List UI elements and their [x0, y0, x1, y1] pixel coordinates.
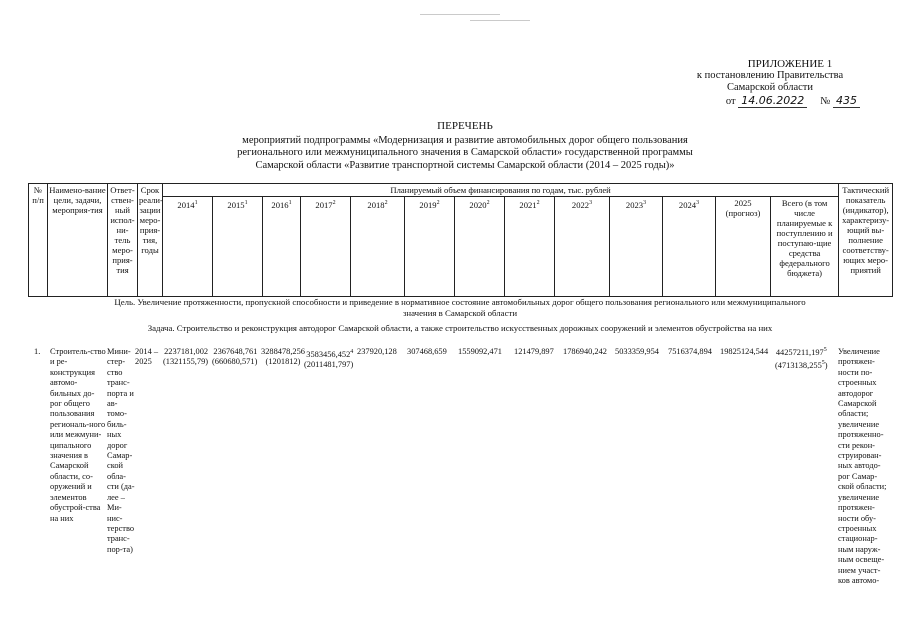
value-2017 — [304, 347, 353, 371]
header-funding: Планируемый объем финансирования по годам, тыс. рублей — [163, 184, 839, 197]
appendix-line: Самарской области — [727, 82, 813, 93]
value-2020: 1559092,471 — [458, 347, 502, 356]
year-label: 2022 — [571, 199, 590, 210]
value-federal: (1201812) — [265, 357, 301, 367]
year-label: 2017 — [315, 199, 333, 210]
value-main: 2237181,002 — [164, 347, 209, 356]
header-total: Всего (в том числе планируемые к поступлению и поступаю-щие средства федерального бюджета) — [771, 197, 839, 297]
value-2014 — [163, 347, 208, 368]
footnote-mark: 4 — [350, 349, 354, 355]
header-year-2023 — [610, 197, 663, 297]
row-number: 1. — [34, 347, 41, 356]
header-year-2015 — [213, 197, 263, 297]
value-2018: 237920,128 — [357, 347, 397, 356]
value-federal: (1321155,79) — [163, 357, 209, 367]
heading-title: ПЕРЕЧЕНЬ — [437, 120, 493, 132]
year-label: 2018 — [367, 199, 385, 210]
value-main: 2367648,761 — [213, 347, 258, 356]
value-main: 3288478,256 — [261, 347, 305, 356]
appendix-title: ПРИЛОЖЕНИЕ 1 — [747, 58, 833, 70]
header-resp: Ответ-ствен-ный испол-ни-тель меро-прия-тия — [108, 184, 138, 297]
year-label: 2020 — [469, 199, 487, 210]
header-year-2014 — [163, 197, 213, 297]
value-2019: 307468,659 — [407, 347, 447, 356]
year-label: 2019 — [419, 199, 437, 210]
year-label: 2021 — [519, 199, 537, 210]
task-text: Задача. Строительство и реконструкция автодорог Самарской области, а также строительство искусственных дорожных сооружений и элементов обустройства на них — [147, 323, 773, 333]
year-label: 2016 — [271, 199, 289, 210]
year-label: 2023 — [625, 199, 644, 210]
value-federal — [775, 358, 828, 371]
footnote-mark: 3 — [696, 200, 700, 206]
value-main — [304, 347, 353, 360]
handwritten-number: 435 — [833, 94, 860, 108]
value-2024: 7516374,894 — [668, 347, 712, 356]
header-year-2017 — [301, 197, 351, 297]
header-year-2020 — [455, 197, 505, 297]
value-2025: 19825124,544 — [720, 347, 769, 356]
row-name: Строитель-ство и ре-конструкция автомо-бильных до-рог общего пользования региональ-ного или межмуни-ципального значения в Самарской области, со-оружений и элементов обустрой-ства на них — [50, 347, 106, 523]
scan-artifact — [470, 20, 530, 21]
footnote-mark: 2 — [536, 200, 540, 206]
row-responsible: Мини-стер-ство транс-порта и ав-томо-биль-ных дорог Самар-ской обла-сти (да-лее – Ми-нис-терство транс-пор-та) — [107, 347, 135, 554]
appendix-signature — [660, 95, 860, 108]
header-term: Срок реали-зации меро-прия-тия, годы — [138, 184, 163, 297]
header-year-2022 — [555, 197, 610, 297]
value-federal: (660680,571) — [212, 357, 258, 367]
scan-artifact — [420, 14, 500, 15]
heading-line: регионального или межмуниципального значения в Самарской области» государственной программы — [237, 147, 693, 158]
header-num: № п/п — [29, 184, 48, 297]
year-label: 2024 — [678, 199, 697, 210]
header-year-2024 — [663, 197, 716, 297]
footnote-mark: 3 — [589, 200, 593, 206]
number-label: № — [820, 96, 831, 107]
value-text: 44257211,197 — [775, 347, 824, 357]
year-label: 2015 — [227, 199, 245, 210]
year-label: 2014 — [177, 199, 195, 210]
handwritten-date: 14.06.2022 — [738, 94, 807, 108]
from-label: от — [725, 96, 736, 107]
document-heading — [180, 120, 750, 172]
header-indicator: Тактический показатель (индикатор), характеризу-ющий вы-полнение соответству-ющих меро-приятий — [839, 184, 893, 297]
heading-line: мероприятий подпрограммы «Модернизация и развитие автомобильных дорог общего пользования — [242, 134, 688, 146]
value-main — [775, 345, 828, 358]
value-2022: 1786940,242 — [563, 347, 607, 356]
value-text: 3583456,452 — [306, 349, 351, 359]
header-year-2018 — [351, 197, 405, 297]
footnote-mark: 2 — [436, 200, 440, 206]
header-year-2016 — [263, 197, 301, 297]
header-table — [28, 183, 893, 297]
value-text: (4713138,255 — [775, 361, 822, 370]
heading-line: Самарской области «Развитие транспортной системы Самарской области (2014 – 2025 годы)» — [255, 159, 675, 171]
footnote-mark: 2 — [332, 200, 336, 206]
footnote-mark: 2 — [384, 200, 388, 206]
footnote-mark: 1 — [288, 200, 292, 206]
row-term: 2014 – 2025 — [135, 347, 159, 367]
value-2021: 121479,897 — [514, 347, 554, 356]
header-year-2019 — [405, 197, 455, 297]
footnote-mark: 1 — [194, 200, 198, 206]
header-name: Наимено-вание цели, задачи, мероприя-тия — [48, 184, 108, 297]
appendix-block — [660, 58, 860, 108]
value-2023: 5033359,954 — [615, 347, 659, 356]
value-text: ) — [824, 361, 828, 370]
row-indicator: Увеличение протяжен-ности по-строенных автодорог Самарской области; увеличение протяженно-сти рекон-струирован-ных автодо-рог Самар-ской области; увеличение протяжен-ности обу-строенных стационар-ным наруж-ным освеще-нием участ-ков автомо- — [838, 347, 887, 585]
header-year-2021 — [505, 197, 555, 297]
value-2016 — [261, 347, 305, 368]
value-total — [775, 345, 828, 371]
value-2015 — [212, 347, 257, 368]
footnote-mark: 3 — [643, 200, 647, 206]
value-federal: (2011481,797) — [304, 360, 354, 370]
header-2025: 2025 (прогноз) — [716, 197, 771, 297]
footnote-mark: 5 — [821, 360, 825, 367]
footnote-mark: 1 — [244, 200, 248, 206]
footnote-mark: 5 — [823, 347, 827, 353]
footnote-mark: 2 — [486, 200, 490, 206]
goal-text: Цель. Увеличение протяженности, пропускной способности и приведение в нормативное состояние автомобильных дорог общего пользования регионального или межмуниципального значения в Самарской области — [114, 297, 806, 318]
appendix-line: к постановлению Правительства — [696, 70, 844, 81]
